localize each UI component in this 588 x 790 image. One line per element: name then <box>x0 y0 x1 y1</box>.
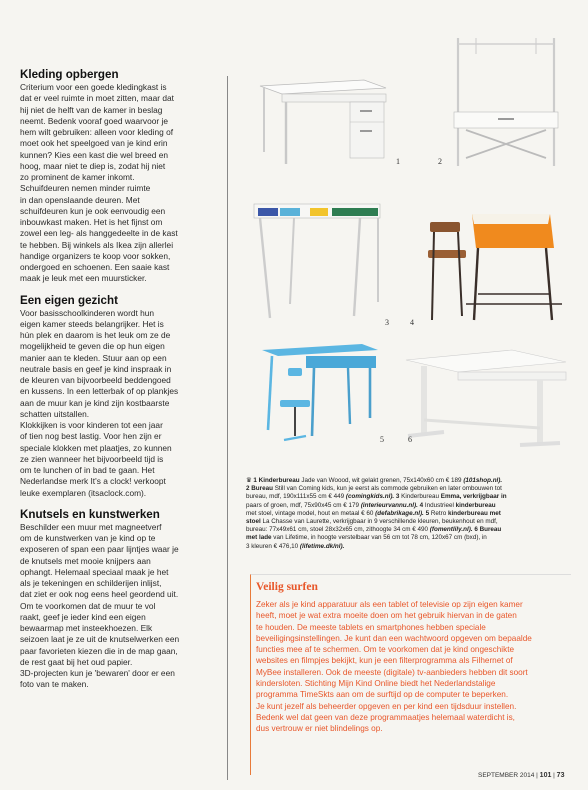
desk-4-image <box>422 208 564 328</box>
page-folio: SEPTEMBER 2014 | 101 | 73 <box>478 772 565 779</box>
section-heading: Knutsels en kunstwerken <box>20 507 160 521</box>
section-body: Voor basisschoolkinderen wordt hun eigen kamer steeds belangrijker. Het is hún plek en daarom is het leuk om ze de mogelijkheid te geven die op hun eigen manier aan te kleden. Stuur aan op een neutrale basis en geef je kind inspraak in de kleuren van bijvoorbeeld beddengoed en kussens. In een letterbak of op plankjes aan de muur kan je kind zijn kostbaarste schatten uitstallen. Klokkijken is voor kinderen tot een jaar of tien nog best lastig. Voor hen zijn er speciale klokken met plaatjes, zo kunnen ze zien wanneer het bijvoorbeeld tijd is om te lunchen of in bad te gaan. Het Nederlandse merk It's a clock! verkoopt leuke exemplaren (itsaclock.com). <box>20 307 179 498</box>
photo-number: 1 <box>396 157 400 166</box>
crown-icon: ♛ <box>246 477 252 484</box>
section-heading: Een eigen gezicht <box>20 293 118 307</box>
photo-number: 6 <box>408 435 412 444</box>
desk-5-image <box>258 340 384 450</box>
photo-number: 5 <box>380 435 384 444</box>
desk-1-image <box>252 72 392 168</box>
column-divider <box>227 76 228 780</box>
desk-6-image <box>400 348 570 448</box>
tip-box-title: Veilig surfen <box>256 581 318 593</box>
desk-3-image <box>250 200 385 324</box>
section-body: Beschilder een muur met magneetverf om de kunstwerken van je kind op te exposeren of span een paar lijntjes waar je de knutsels met mooie knijpers aan ophangt. Helemaal speciaal maak je het als je tekeningen en schilderijen inlijst, dat ziet er ook nog eens heel geordend uit. Om te voorkomen dat de muur te vol raakt, geef je ieder kind een eigen bewaarmap met insteekhoezen. Elk seizoen laat je ze uit de knutselwerken een paar favorieten kiezen die in de map gaan, de rest gaat bij het oud papier. 3D-projecten kun je 'bewaren' door er een foto van te maken. <box>20 521 180 690</box>
photo-number: 2 <box>438 157 442 166</box>
left-column <box>20 68 216 700</box>
section-body: Criterium voor een goede kledingkast is dat er veel ruimte in moet zitten, maar dat hij niet de helft van de kamer in beslag neemt. Bedenk vooraf goed waarvoor je hem wilt gebruiken: alleen voor kleding of moet ook het speelgoed van je kind erin kunnen? Kies een kast die wel breed en hoog, maar niet te diep is, zodat hij niet zo prominent de kamer inkomt. Schuifdeuren nemen minder ruimte in dan openslaande deuren. Met schuifdeuren kun je ook eenvoudig een inbouwkast maken. Het is het fijnst om zowel een leg- als hanggedeelte in de kast te hebben. Bij winkels als Ikea zijn allerlei handige organizers te koop voor sokken, ondergoed en schoenen. Een saaie kast maak je leuk met een muursticker. <box>20 82 178 284</box>
section-heading: Kleding opbergen <box>20 68 119 81</box>
product-captions: ♛ 1 Kinderbureau Jade van Woood, wit gelakt grenen, 75x140x60 cm € 189 (101shop.nl). 2 Bureau Still van Coming kids, kun je eerst als commode gebruiken en later ombouwen tot bureau, mdf, 190x111x55 cm € 449 (comingkids.nl). 3 Kinderbureau Emma, verkrijgbaar in paars of groen, mdf, 75x90x45 cm € 179 (interieurvannu.nl). 4 Industrieel kinderbureau met stoel, vintage model, hout en metaal € 60 (defabrikage.nl). 5 Retro kinderbureau met stoel La Chasse van Laurette, verkrijgbaar in 9 verschillende kleuren, beukenhout en mdf, bureau: 77x49x61 cm, stoel 28x32x65 cm, zithoogte 34 cm € 490 (fomentlily.nl). 6 Bureau met lade van Lifetime, in hoogte verstelbaar van 56 cm tot 78 cm, 120x67 cm (bxd), in 3 kleuren € 476,10 (lifetime.dk/nl). <box>246 477 507 550</box>
section-kleding <box>20 68 216 285</box>
desk-2-image <box>446 34 564 170</box>
folio-issue: 101 <box>539 772 552 779</box>
folio-month: SEPTEMBER 2014 <box>478 772 535 779</box>
photo-number: 3 <box>385 318 389 327</box>
section-eigen-gezicht <box>20 294 216 499</box>
folio-page: 73 <box>556 772 565 779</box>
photo-number: 4 <box>410 318 414 327</box>
section-knutsels <box>20 508 216 691</box>
tip-box-body: Zeker als je kind apparatuur als een tablet of televisie op zijn eigen kamer heeft, moet je wat extra moeite doen om het gebruik hiervan in de gaten te houden. De meeste tablets en smartphones hebben speciale beveiligingsinstellingen. Je kunt dan een wachtwoord opgeven om bepaalde functies mee af te schermen. Om te voorkomen dat je kind ongeschikte websites en filmpjes bekijkt, kun je een filterprogramma als Filhernet of MyBee installeren. Ook de meeste (digitale) tv-aanbieders hebben dit soort kindersloten. Stichting Mijn Kind Online biedt het Nederlandstalige programma TimeSkts aan om de surftijd op de computer te beperken. Je kunt jezelf als beheerder opgeven en per kind een tijdsduur instellen. Bedenk wel dat geen van deze programmaatjes helemaal waterdicht is, dus vertrouw er niet blindelings op. <box>256 600 532 734</box>
